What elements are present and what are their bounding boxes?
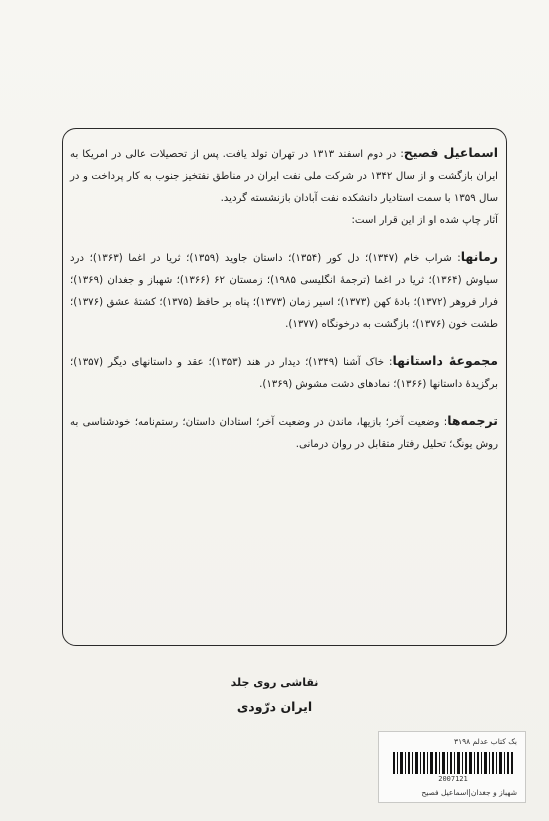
translations-text: : وضعیت آخر؛ بازیها، ماندن در وضعیت آخر؛ استادان داستان؛ رستم‌نامه؛ خودشناسی به روش یونگ؛ تحلیل رفتار متقابل در روان درمانی. xyxy=(70,417,498,450)
sticker-top-text: بک کتاب عدلم ۳۱۹۸ xyxy=(454,737,517,746)
sticker-bottom-text: شهباز و جغدان|اسماعیل فصیح xyxy=(421,788,517,797)
translations-label: ترجمه‌ها xyxy=(447,413,498,428)
author-name: اسماعیل فصیح xyxy=(403,145,498,160)
bio-paragraph xyxy=(70,142,498,210)
translations-paragraph xyxy=(70,410,498,456)
stories-paragraph xyxy=(70,350,498,396)
novels-label: رمانها xyxy=(460,249,498,264)
novels-paragraph xyxy=(70,246,498,336)
cover-artist-name: ایران درّودی xyxy=(236,699,313,714)
content-block xyxy=(70,142,498,456)
novels-text: : شراب خام (۱۳۴۷)؛ دل کور (۱۳۵۴)؛ داستان جاوید (۱۳۵۹)؛ ثریا در اغما (۱۳۶۳)؛ درد سیاوش (۱۳۶۴)؛ ثریا در اغما (ترجمهٔ انگلیسی ۱۹۸۵)؛ زمستان ۶۲ (۱۳۶۶)؛ شهباز و جغدان (۱۳۶۹)؛ فرار فروهر (۱۳۷۲)؛ بادهٔ کهن (۱۳۷۳)؛ اسیر زمان (۱۳۷۳)؛ پناه بر حافظ (۱۳۷۵)؛ کشتهٔ عشق (۱۳۷۶)؛ طشت خون (۱۳۷۶)؛ بازگشت به درخونگاه (۱۳۷۷). xyxy=(70,253,498,330)
barcode-number: 2007121 xyxy=(438,775,468,783)
barcode-icon xyxy=(393,752,513,774)
price-sticker xyxy=(378,731,526,803)
cover-art-label: نقاشی روی جلد xyxy=(230,676,319,689)
stories-text: : خاک آشنا (۱۳۴۹)؛ دیدار در هند (۱۳۵۳)؛ عقد و داستانهای دیگر (۱۳۵۷)؛ برگزیدهٔ داستانها (۱۳۶۶)؛ نمادهای دشت مشوش (۱۳۶۹). xyxy=(70,357,498,390)
works-intro: آثار چاپ شده او از این قرار است: xyxy=(351,215,498,226)
bio-text: : در دوم اسفند ۱۳۱۳ در تهران تولد یافت. پس از تحصیلات عالی در امریکا به ایران بازگشت و از سال ۱۳۴۲ در شرکت ملی نفت ایران در مناطق نفتخیز جنوب به کار پرداخت و در سال ۱۳۵۹ با سمت استادیار دانشکده نفت آبادان بازنشسته گردید. xyxy=(70,149,498,204)
stories-label: مجموعهٔ داستانها xyxy=(392,353,498,368)
